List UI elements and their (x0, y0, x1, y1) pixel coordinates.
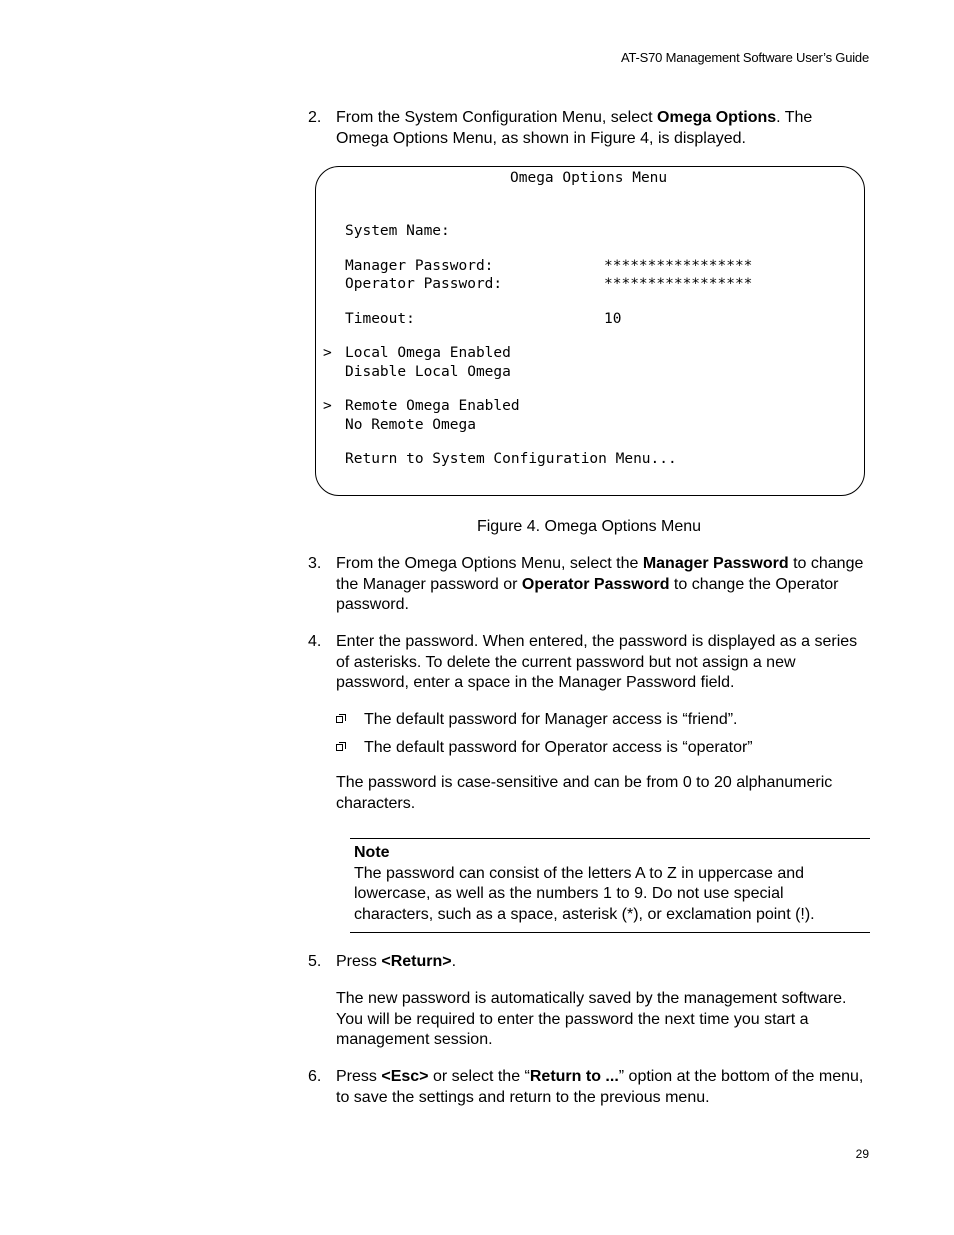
step-number: 3. (308, 555, 322, 572)
menu-item-manager-password[interactable]: Manager Password: (345, 258, 494, 274)
menu-item-no-remote-omega[interactable]: No Remote Omega (345, 417, 476, 433)
bullet-item: The default password for Manager access is “friend”. (336, 711, 738, 729)
step-text: From the Omega Options Menu, select the Manager Password to change the Manager password or Operator Password to change the Operator password. (336, 555, 864, 613)
step-text: Enter the password. When entered, the password is displayed as a series of asterisks. To delete the current password but not assign a new password, enter a space in the Manager Password field. (336, 633, 858, 691)
step-4 (308, 632, 868, 694)
figure-caption: Figure 4. Omega Options Menu (476, 518, 702, 535)
menu-item-return[interactable]: Return to System Configuration Menu... (345, 451, 677, 467)
step-number: 5. (308, 953, 322, 970)
menu-item-disable-local-omega[interactable]: Disable Local Omega (345, 364, 511, 380)
menu-item-operator-password[interactable]: Operator Password: (345, 276, 503, 292)
menu-item-remote-omega-enabled[interactable]: Remote Omega Enabled (345, 398, 520, 414)
menu-item-timeout[interactable]: Timeout: (345, 311, 415, 327)
step-text: From the System Configuration Menu, select Omega Options. The Omega Options Menu, as shown in Figure 4, is displayed. (336, 109, 813, 147)
step-number: 2. (308, 109, 322, 126)
step-6 (308, 1067, 868, 1108)
note-title: Note (354, 844, 390, 861)
note-box (350, 838, 870, 933)
menu-title: Omega Options Menu (510, 170, 668, 186)
selected-marker: > (323, 398, 332, 414)
selected-marker: > (323, 345, 332, 361)
step-5 (308, 952, 868, 973)
menu-item-system-name[interactable]: System Name: (345, 223, 450, 239)
timeout-value: 10 (604, 311, 622, 327)
operator-password-value: ***************** (604, 276, 753, 292)
step-text: Press <Return>. (336, 953, 457, 970)
omega-options-menu-figure (315, 166, 865, 496)
step-text: Press <Esc> or select the “Return to ...” option at the bottom of the menu, to save the settings and return to the previous menu. (336, 1068, 864, 1106)
menu-option-omega-options: Omega Options (657, 109, 777, 126)
step-number: 4. (308, 633, 322, 650)
page-number: 29 (855, 1147, 869, 1161)
checkbox-bullet-icon (336, 744, 343, 751)
menu-item-local-omega-enabled[interactable]: Local Omega Enabled (345, 345, 511, 361)
password-rules-paragraph: The password is case-sensitive and can be from 0 to 20 alphanumeric characters. (336, 774, 833, 812)
note-body: The password can consist of the letters A to Z in uppercase and lowercase, as well as the numbers 1 to 9. Do not use special characters, such as a space, asterisk (*), or exclamation point (!). (354, 865, 815, 923)
step-3 (308, 554, 868, 616)
bullet-item: The default password for Operator access is “operator” (336, 739, 753, 757)
manager-password-value: ***************** (604, 258, 753, 274)
saved-paragraph: The new password is automatically saved by the management software. You will be required to enter the password the next time you start a management session. (336, 990, 847, 1048)
running-header: AT-S70 Management Software User’s Guide (621, 50, 869, 65)
step-2 (308, 108, 868, 149)
step-number: 6. (308, 1068, 322, 1085)
checkbox-bullet-icon (336, 716, 343, 723)
